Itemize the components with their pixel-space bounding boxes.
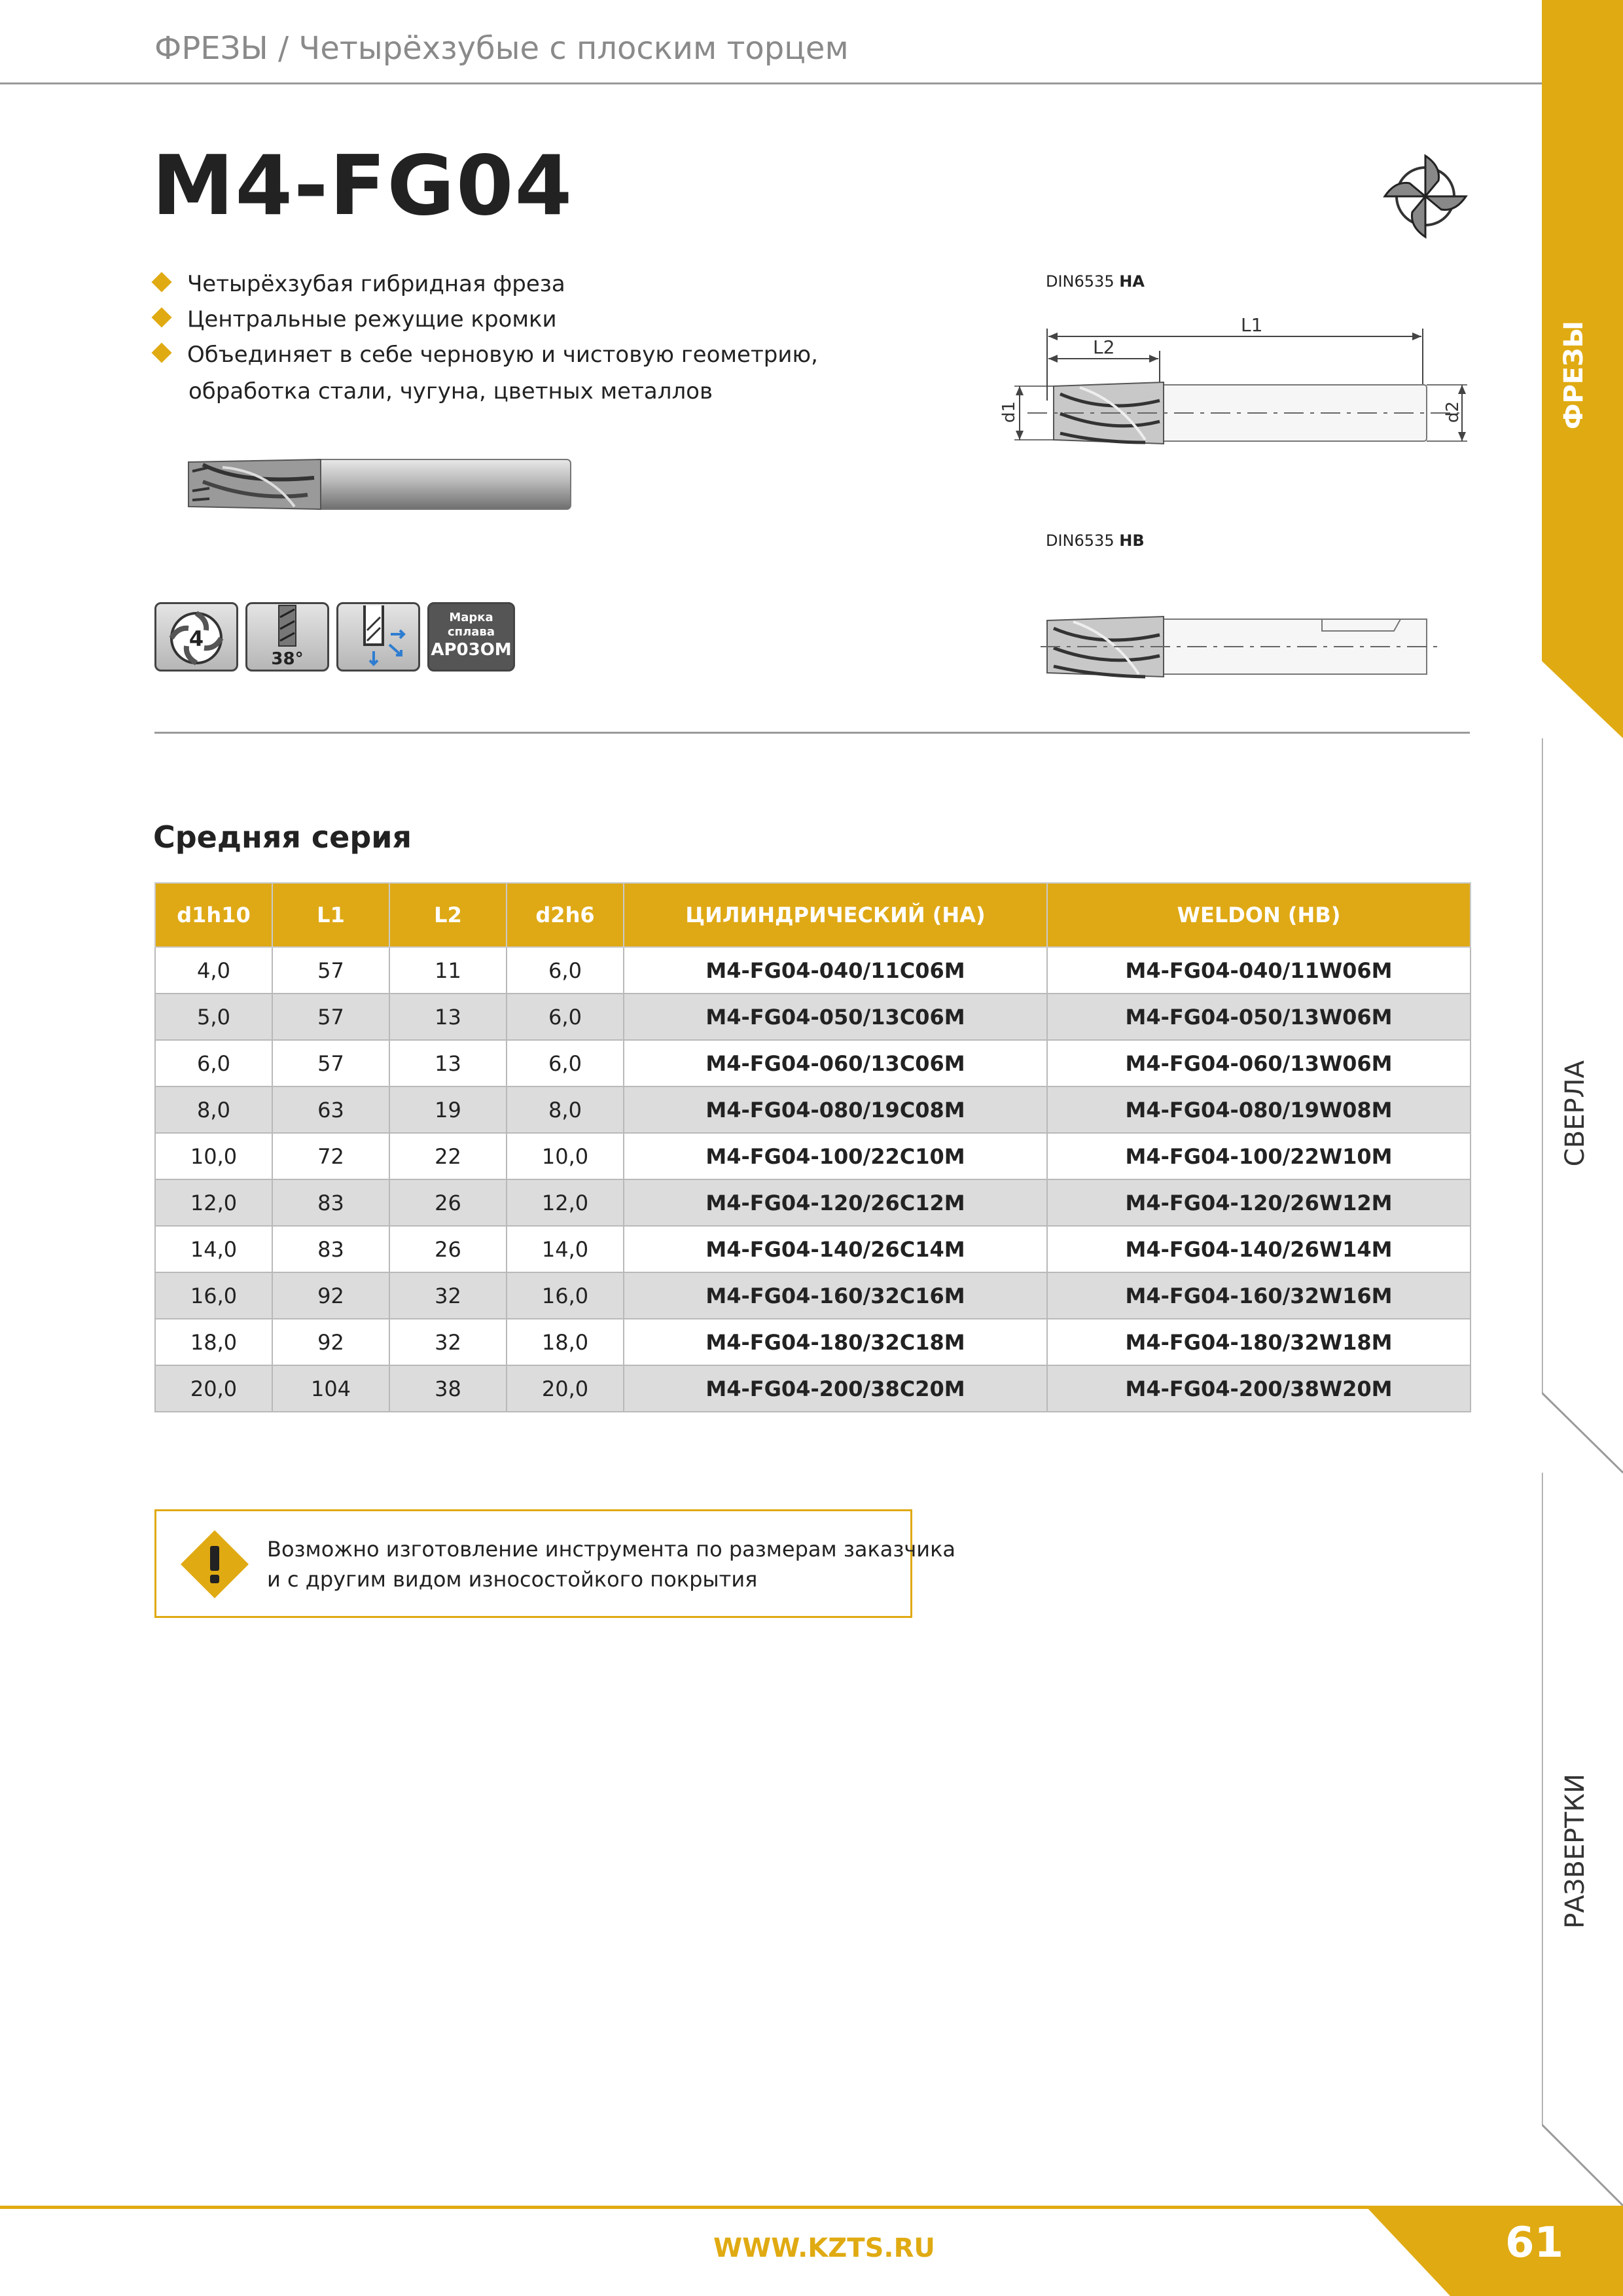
table-cell: 10,0 <box>507 1133 624 1179</box>
series-title: Средняя серия <box>153 819 412 855</box>
table-cell: 6,0 <box>507 947 624 994</box>
table-row <box>155 947 1471 994</box>
table-cell: M4-FG04-160/32W16M <box>1047 1272 1471 1319</box>
table-cell: M4-FG04-040/11C06M <box>624 947 1047 994</box>
table-cell: 104 <box>272 1365 389 1412</box>
table-cell: 14,0 <box>507 1226 624 1272</box>
table-cell: M4-FG04-120/26W12M <box>1047 1179 1471 1226</box>
page-number-tab <box>1365 2206 1623 2296</box>
diamond-bullet-icon <box>151 307 171 327</box>
diamond-bullet-icon <box>151 272 171 292</box>
table-cell: 11 <box>389 947 507 994</box>
notice-line: Возможно изготовление инструмента по размерам заказчика <box>267 1537 956 1562</box>
table-cell: 83 <box>272 1179 389 1226</box>
column-header: WELDON (HB) <box>1047 883 1471 947</box>
center-cutting-badge <box>336 602 420 672</box>
tool-image <box>183 452 576 517</box>
hb-shank-drawing <box>1041 609 1446 681</box>
column-header: d1h10 <box>155 883 272 947</box>
site-url-link[interactable]: WWW.KZTS.RU <box>713 2233 935 2263</box>
svg-text:38°: 38° <box>271 649 304 669</box>
table-cell: 10,0 <box>155 1133 272 1179</box>
table-row <box>155 1040 1471 1086</box>
table-cell: 6,0 <box>507 994 624 1040</box>
column-header: L2 <box>389 883 507 947</box>
feature-item: Четырёхзубая гибридная фреза <box>154 271 565 297</box>
table-cell: M4-FG04-160/32C16M <box>624 1272 1047 1319</box>
feature-item: Объединяет в себе черновую и чистовую геометрию, <box>154 342 818 368</box>
table-cell: 12,0 <box>155 1179 272 1226</box>
spec-table <box>154 882 1471 1412</box>
table-row <box>155 1226 1471 1272</box>
center-cutting-icon <box>338 604 418 670</box>
table-cell: 6,0 <box>155 1040 272 1086</box>
warning-icon <box>178 1528 251 1601</box>
helix-angle-icon <box>247 604 327 670</box>
cross-section-icon <box>1381 152 1470 241</box>
breadcrumb: ФРЕЗЫ / Четырёхзубые с плоским торцем <box>154 30 849 67</box>
table-cell: M4-FG04-180/32C18M <box>624 1319 1047 1365</box>
table-cell: 12,0 <box>507 1179 624 1226</box>
table-cell: M4-FG04-140/26W14M <box>1047 1226 1471 1272</box>
table-cell: M4-FG04-050/13W06M <box>1047 994 1471 1040</box>
table-cell: M4-FG04-200/38W20M <box>1047 1365 1471 1412</box>
table-cell: 16,0 <box>507 1272 624 1319</box>
table-cell: 57 <box>272 1040 389 1086</box>
svg-text:4: 4 <box>188 626 204 651</box>
svg-text:L1: L1 <box>1241 314 1263 336</box>
section-divider <box>154 732 1470 734</box>
table-cell: M4-FG04-140/26C14M <box>624 1226 1047 1272</box>
product-title: M4-FG04 <box>152 137 574 234</box>
table-cell: 26 <box>389 1179 507 1226</box>
svg-text:d2: d2 <box>1443 401 1463 423</box>
table-cell: 8,0 <box>507 1086 624 1133</box>
svg-text:d1: d1 <box>999 401 1019 423</box>
table-cell: M4-FG04-100/22W10M <box>1047 1133 1471 1179</box>
table-cell: 18,0 <box>155 1319 272 1365</box>
table-cell: 8,0 <box>155 1086 272 1133</box>
table-cell: 16,0 <box>155 1272 272 1319</box>
alloy-caption-line1: Марка <box>449 611 493 624</box>
table-cell: 72 <box>272 1133 389 1179</box>
table-cell: M4-FG04-080/19W08M <box>1047 1086 1471 1133</box>
alloy-grade-badge <box>427 602 515 672</box>
ha-shank-drawing <box>988 302 1486 453</box>
table-cell: 20,0 <box>507 1365 624 1412</box>
table-cell: M4-FG04-060/13C06M <box>624 1040 1047 1086</box>
table-cell: 22 <box>389 1133 507 1179</box>
table-cell: 38 <box>389 1365 507 1412</box>
table-cell: 19 <box>389 1086 507 1133</box>
table-cell: 14,0 <box>155 1226 272 1272</box>
table-cell: M4-FG04-100/22C10M <box>624 1133 1047 1179</box>
feature-item: Центральные режущие кромки <box>154 306 557 332</box>
table-cell: 32 <box>389 1272 507 1319</box>
diamond-bullet-icon <box>151 342 171 363</box>
table-cell: 4,0 <box>155 947 272 994</box>
table-row <box>155 1086 1471 1133</box>
alloy-caption-line2: сплава <box>448 625 495 639</box>
table-cell: 6,0 <box>507 1040 624 1086</box>
table-cell: 63 <box>272 1086 389 1133</box>
table-cell: M4-FG04-120/26C12M <box>624 1179 1047 1226</box>
helix-angle-badge <box>245 602 329 672</box>
four-flute-icon <box>156 604 236 670</box>
table-cell: 18,0 <box>507 1319 624 1365</box>
svg-text:L2: L2 <box>1093 336 1115 358</box>
table-cell: M4-FG04-200/38C20M <box>624 1365 1047 1412</box>
table-cell: 5,0 <box>155 994 272 1040</box>
din-hb-label: DIN6535 HB <box>1046 531 1145 550</box>
table-row <box>155 994 1471 1040</box>
notice-text <box>267 1534 955 1594</box>
table-row <box>155 1272 1471 1319</box>
header-divider <box>0 82 1542 84</box>
alloy-grade: AP03OM <box>431 640 512 660</box>
table-row <box>155 1365 1471 1412</box>
table-cell: M4-FG04-080/19C08M <box>624 1086 1047 1133</box>
table-header-row <box>155 883 1471 947</box>
table-cell: 26 <box>389 1226 507 1272</box>
table-cell: 13 <box>389 1040 507 1086</box>
table-row <box>155 1133 1471 1179</box>
notice-line: и с другим видом износостойкого покрытия <box>267 1567 758 1592</box>
table-cell: 92 <box>272 1319 389 1365</box>
table-cell: M4-FG04-060/13W06M <box>1047 1040 1471 1086</box>
table-row <box>155 1319 1471 1365</box>
table-cell: 20,0 <box>155 1365 272 1412</box>
table-cell: 92 <box>272 1272 389 1319</box>
tab-drills[interactable]: СВЕРЛА <box>1560 1060 1590 1167</box>
column-header: L1 <box>272 883 389 947</box>
table-cell: M4-FG04-180/32W18M <box>1047 1319 1471 1365</box>
table-cell: 13 <box>389 994 507 1040</box>
feature-continuation: обработка стали, чугуна, цветных металлов <box>188 378 713 404</box>
column-header: ЦИЛИНДРИЧЕСКИЙ (HA) <box>624 883 1047 947</box>
table-cell: 32 <box>389 1319 507 1365</box>
table-cell: 57 <box>272 994 389 1040</box>
table-cell: M4-FG04-040/11W06M <box>1047 947 1471 994</box>
teeth-count-badge <box>154 602 238 672</box>
table-cell: M4-FG04-050/13C06M <box>624 994 1047 1040</box>
tab-reamers[interactable]: РАЗВЕРТКИ <box>1560 1774 1590 1929</box>
page-number: 61 <box>1505 2219 1564 2267</box>
table-row <box>155 1179 1471 1226</box>
footer-divider <box>0 2206 1542 2209</box>
column-header: d2h6 <box>507 883 624 947</box>
din-ha-label: DIN6535 HA <box>1046 272 1145 291</box>
table-cell: 83 <box>272 1226 389 1272</box>
tab-milling[interactable]: ФРЕЗЫ <box>1559 321 1589 430</box>
table-cell: 57 <box>272 947 389 994</box>
